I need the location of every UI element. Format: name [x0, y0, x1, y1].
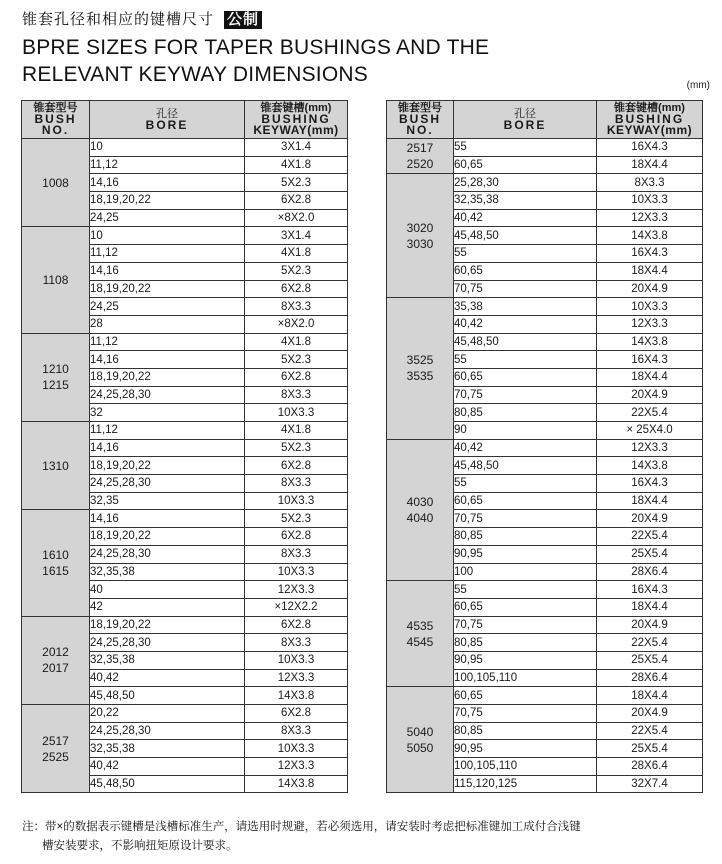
- bore-cell: 90,95: [454, 545, 597, 563]
- bore-cell: 11,12: [90, 156, 245, 174]
- footnote: [22, 818, 702, 856]
- bore-cell: 18,19,20,22: [90, 280, 245, 298]
- keyway-cell: 6X2.8: [245, 280, 348, 298]
- bore-cell: 40,42: [90, 669, 245, 687]
- bush-number: 2017: [42, 661, 69, 676]
- table-row: [22, 510, 348, 528]
- bore-cell: 40,42: [454, 439, 597, 457]
- header-keyway: [597, 101, 703, 139]
- footnote-line2: 槽安装要求，不影响扭矩原设计要求。: [42, 840, 238, 852]
- bush-number-cell: [387, 174, 454, 298]
- bore-cell: 14,16: [90, 351, 245, 369]
- keyway-cell: 5X2.3: [245, 174, 348, 192]
- header-bore-cn: 孔径: [514, 107, 536, 120]
- header-bore: [90, 101, 245, 139]
- table-row: [387, 139, 703, 157]
- header-keyway-en2: KEYWAY(mm): [606, 123, 693, 137]
- bore-cell: 18,19,20,22: [90, 616, 245, 634]
- bush-number: 3535: [406, 369, 434, 384]
- bore-cell: 32: [90, 404, 245, 422]
- bore-cell: 18,19,20,22: [90, 192, 245, 210]
- bush-number: 2525: [42, 749, 69, 764]
- keyway-cell: × 25X4.0: [597, 422, 703, 440]
- header-bore: [454, 101, 597, 139]
- header-bore-cn: 孔径: [156, 107, 178, 120]
- table-row: [387, 174, 703, 192]
- keyway-cell: 18X4.4: [597, 156, 703, 174]
- keyway-cell: 22X5.4: [597, 404, 703, 422]
- bush-number-cell: [22, 705, 90, 793]
- keyway-cell: 22X5.4: [597, 722, 703, 740]
- header-bush: [387, 101, 454, 139]
- bore-cell: 80,85: [454, 528, 597, 546]
- table-row: [387, 439, 703, 457]
- keyway-cell: 4X1.8: [245, 333, 348, 351]
- keyway-cell: 25X5.4: [597, 651, 703, 669]
- header-keyway: [245, 101, 348, 139]
- table-row: [22, 139, 348, 157]
- bore-cell: 60,65: [454, 687, 597, 705]
- bore-cell: 32,35: [90, 492, 245, 510]
- header-keyway-cn: 锥套键槽(mm): [614, 102, 685, 114]
- bush-number: 2520: [406, 157, 434, 172]
- bush-number: 1215: [42, 378, 69, 393]
- unit-label: (mm): [686, 80, 710, 91]
- bore-cell: 24,25,28,30: [90, 545, 245, 563]
- header-bush-cn: 锥套型号: [33, 102, 78, 114]
- title-cn-text: 锥套孔径和相应的键槽尺寸: [22, 11, 215, 28]
- bore-cell: 32,35,38: [454, 192, 597, 210]
- keyway-cell: 25X5.4: [597, 545, 703, 563]
- keyway-cell: 8X3.3: [245, 475, 348, 493]
- bush-number-cell: [22, 510, 90, 616]
- bore-cell: 70,75: [454, 616, 597, 634]
- bore-cell: 40,42: [454, 315, 597, 333]
- left-spec-table: [21, 100, 348, 793]
- table-row: [22, 227, 348, 245]
- bore-cell: 18,19,20,22: [90, 457, 245, 475]
- header-bush-en2: NO.: [41, 123, 70, 137]
- left-table-body: [22, 139, 348, 793]
- keyway-cell: 5X2.3: [245, 510, 348, 528]
- title-en-line1: BPRE SIZES FOR TAPER BUSHINGS AND THE: [22, 36, 490, 59]
- keyway-cell: 10X3.3: [245, 492, 348, 510]
- bore-cell: 18,19,20,22: [90, 528, 245, 546]
- keyway-cell: 32X7.4: [597, 775, 703, 793]
- bore-cell: 45,48,50: [90, 687, 245, 705]
- bore-cell: 45,48,50: [454, 457, 597, 475]
- bush-number: 5040: [406, 724, 434, 739]
- bore-cell: 24,25,28,30: [90, 722, 245, 740]
- bore-cell: 55: [454, 245, 597, 263]
- keyway-cell: 14X3.8: [597, 333, 703, 351]
- bore-cell: 24,25: [90, 298, 245, 316]
- metric-badge: 公制: [224, 11, 262, 29]
- bush-number-cell: [387, 687, 454, 793]
- keyway-cell: 28X6.4: [597, 563, 703, 581]
- bore-cell: 14,16: [90, 510, 245, 528]
- bore-cell: 18,19,20,22: [90, 368, 245, 386]
- keyway-cell: 4X1.8: [245, 245, 348, 263]
- bush-number-cell: [387, 298, 454, 440]
- bore-cell: 35,38: [454, 298, 597, 316]
- bore-cell: 24,25,28,30: [90, 386, 245, 404]
- table-row: [22, 705, 348, 723]
- bore-cell: 40: [90, 581, 245, 599]
- bore-cell: 24,25,28,30: [90, 475, 245, 493]
- header-bore-en: BORE: [503, 117, 547, 132]
- table-row: [387, 687, 703, 705]
- bore-cell: 40,42: [90, 758, 245, 776]
- header-bush-cn: 锥套型号: [398, 102, 442, 114]
- keyway-cell: 5X2.3: [245, 439, 348, 457]
- bore-cell: 14,16: [90, 174, 245, 192]
- header-bore-en: BORE: [145, 117, 189, 132]
- bore-cell: 90,95: [454, 651, 597, 669]
- bush-number-cell: [22, 227, 90, 333]
- bore-cell: 11,12: [90, 422, 245, 440]
- keyway-cell: 16X4.3: [597, 245, 703, 263]
- keyway-cell: 10X3.3: [245, 651, 348, 669]
- keyway-cell: 14X3.8: [245, 687, 348, 705]
- table-row: [22, 333, 348, 351]
- bore-cell: 45,48,50: [454, 227, 597, 245]
- keyway-cell: 6X2.8: [245, 705, 348, 723]
- table-row: [22, 616, 348, 634]
- keyway-cell: 4X1.8: [245, 156, 348, 174]
- bore-cell: 55: [454, 475, 597, 493]
- bush-number: 1615: [42, 564, 69, 578]
- bore-cell: 24,25: [90, 209, 245, 227]
- bush-number: 1008: [42, 175, 69, 190]
- keyway-cell: 28X6.4: [597, 669, 703, 687]
- bush-number-cell: [387, 139, 454, 174]
- bush-number: 1610: [42, 548, 69, 562]
- bush-number-cell: [22, 422, 90, 510]
- keyway-cell: 18X4.4: [597, 492, 703, 510]
- bore-cell: 25,28,30: [454, 174, 597, 192]
- keyway-cell: 6X2.8: [245, 192, 348, 210]
- bore-cell: 70,75: [454, 510, 597, 528]
- keyway-cell: 6X2.8: [245, 528, 348, 546]
- bush-number-cell: [387, 581, 454, 687]
- bore-cell: 28: [90, 315, 245, 333]
- bore-cell: 90,95: [454, 740, 597, 758]
- table-row: [22, 422, 348, 440]
- right-table-body: [387, 139, 703, 793]
- bore-cell: 42: [90, 598, 245, 616]
- bore-cell: 100,105,110: [454, 758, 597, 776]
- bore-cell: 60,65: [454, 156, 597, 174]
- keyway-cell: 18X4.4: [597, 368, 703, 386]
- keyway-cell: 10X3.3: [245, 740, 348, 758]
- bore-cell: 80,85: [454, 634, 597, 652]
- keyway-cell: 18X4.4: [597, 687, 703, 705]
- bush-number: 2517: [406, 141, 434, 156]
- keyway-cell: 14X3.8: [597, 227, 703, 245]
- bush-number: 2012: [42, 645, 69, 660]
- bush-number-cell: [387, 439, 454, 581]
- keyway-cell: 20X4.9: [597, 386, 703, 404]
- header-row: [387, 101, 703, 139]
- bore-cell: 60,65: [454, 492, 597, 510]
- keyway-cell: 16X4.3: [597, 139, 703, 157]
- header-bush-en1: BUSH: [398, 112, 441, 126]
- bore-cell: 45,48,50: [90, 775, 245, 793]
- bore-cell: 40,42: [454, 209, 597, 227]
- bore-cell: 32,35,38: [90, 740, 245, 758]
- keyway-cell: 12X3.3: [597, 315, 703, 333]
- table-row: [387, 581, 703, 599]
- bore-cell: 20,22: [90, 705, 245, 723]
- keyway-cell: 20X4.9: [597, 280, 703, 298]
- keyway-cell: 10X3.3: [597, 192, 703, 210]
- bush-number: 3525: [406, 353, 434, 368]
- bore-cell: 60,65: [454, 598, 597, 616]
- keyway-cell: 20X4.9: [597, 705, 703, 723]
- bore-cell: 32,35,38: [90, 563, 245, 581]
- bore-cell: 70,75: [454, 280, 597, 298]
- bore-cell: 14,16: [90, 439, 245, 457]
- bush-number: 1210: [42, 362, 69, 377]
- bore-cell: 10: [90, 227, 245, 245]
- keyway-cell: 4X1.8: [245, 422, 348, 440]
- keyway-cell: 6X2.8: [245, 616, 348, 634]
- title-en-line2: RELEVANT KEYWAY DIMENSIONS: [22, 63, 368, 86]
- bore-cell: 100,105,110: [454, 669, 597, 687]
- keyway-cell: 16X4.3: [597, 581, 703, 599]
- keyway-cell: ×8X2.0: [245, 209, 348, 227]
- bore-cell: 32,35,38: [90, 651, 245, 669]
- bore-cell: 10: [90, 139, 245, 157]
- header-bush-en2: NO.: [406, 123, 434, 137]
- keyway-cell: 14X3.8: [597, 457, 703, 475]
- keyway-cell: 12X3.3: [597, 439, 703, 457]
- keyway-cell: 22X5.4: [597, 528, 703, 546]
- right-spec-table: [386, 100, 703, 793]
- keyway-cell: 20X4.9: [597, 510, 703, 528]
- header-keyway-en1: BUSHING: [614, 112, 685, 126]
- keyway-cell: 10X3.3: [597, 298, 703, 316]
- bush-number: 2517: [42, 733, 69, 748]
- keyway-cell: 12X3.3: [245, 669, 348, 687]
- bore-cell: 60,65: [454, 262, 597, 280]
- bush-number-cell: [22, 616, 90, 704]
- keyway-cell: 8X3.3: [245, 298, 348, 316]
- keyway-cell: ×12X2.2: [245, 598, 348, 616]
- page-title-cn: [22, 8, 262, 29]
- keyway-cell: 10X3.3: [245, 404, 348, 422]
- bush-number: 4040: [406, 510, 434, 525]
- keyway-cell: 20X4.9: [597, 616, 703, 634]
- bore-cell: 55: [454, 351, 597, 369]
- keyway-cell: 12X3.3: [245, 758, 348, 776]
- bore-cell: 80,85: [454, 404, 597, 422]
- keyway-cell: 18X4.4: [597, 598, 703, 616]
- header-keyway-cn: 锥套键槽(mm): [260, 102, 332, 114]
- bore-cell: 115,120,125: [454, 775, 597, 793]
- header-keyway-en1: BUSHING: [261, 112, 331, 126]
- bore-cell: 60,65: [454, 368, 597, 386]
- keyway-cell: 12X3.3: [597, 209, 703, 227]
- bush-number: 4030: [406, 494, 434, 509]
- bore-cell: 11,12: [90, 245, 245, 263]
- keyway-cell: 8X3.3: [245, 386, 348, 404]
- bush-number: 1108: [42, 273, 69, 287]
- bore-cell: 24,25,28,30: [90, 634, 245, 652]
- bore-cell: 55: [454, 139, 597, 157]
- keyway-cell: 8X3.3: [597, 174, 703, 192]
- bush-number: 5050: [406, 740, 434, 755]
- bore-cell: 55: [454, 581, 597, 599]
- bore-cell: 80,85: [454, 722, 597, 740]
- keyway-cell: 5X2.3: [245, 262, 348, 280]
- footnote-line1: 注：带×的数据表示键槽是浅槽标准生产，请选用时规避，若必须选用，请安装时考虑把标准键加工成付合浅键: [22, 821, 581, 833]
- keyway-cell: 6X2.8: [245, 368, 348, 386]
- page-title-en: [22, 34, 489, 88]
- header-row: [22, 101, 348, 139]
- keyway-cell: 14X3.8: [245, 775, 348, 793]
- header-keyway-en2: KEYWAY(mm): [253, 123, 339, 137]
- bore-cell: 70,75: [454, 705, 597, 723]
- keyway-cell: 3X1.4: [245, 227, 348, 245]
- keyway-cell: 8X3.3: [245, 722, 348, 740]
- header-bush: [22, 101, 90, 139]
- bore-cell: 70,75: [454, 386, 597, 404]
- bush-number: 1310: [42, 458, 69, 473]
- keyway-cell: 6X2.8: [245, 457, 348, 475]
- keyway-cell: 28X6.4: [597, 758, 703, 776]
- keyway-cell: 3X1.4: [245, 139, 348, 157]
- bush-number: 3030: [406, 236, 434, 251]
- bush-number: 4535: [406, 618, 434, 633]
- keyway-cell: 25X5.4: [597, 740, 703, 758]
- header-bush-en1: BUSH: [34, 112, 77, 126]
- bush-number: 3020: [406, 220, 434, 235]
- bore-cell: 90: [454, 422, 597, 440]
- keyway-cell: ×8X2.0: [245, 315, 348, 333]
- keyway-cell: 8X3.3: [245, 634, 348, 652]
- keyway-cell: 16X4.3: [597, 475, 703, 493]
- bore-cell: 11,12: [90, 333, 245, 351]
- keyway-cell: 12X3.3: [245, 581, 348, 599]
- bore-cell: 14,16: [90, 262, 245, 280]
- keyway-cell: 16X4.3: [597, 351, 703, 369]
- keyway-cell: 18X4.4: [597, 262, 703, 280]
- keyway-cell: 10X3.3: [245, 563, 348, 581]
- bore-cell: 100: [454, 563, 597, 581]
- bush-number-cell: [22, 333, 90, 421]
- keyway-cell: 5X2.3: [245, 351, 348, 369]
- table-row: [387, 298, 703, 316]
- bore-cell: 45,48,50: [454, 333, 597, 351]
- keyway-cell: 22X5.4: [597, 634, 703, 652]
- bush-number: 4545: [406, 634, 434, 649]
- bush-number-cell: [22, 139, 90, 227]
- keyway-cell: 8X3.3: [245, 545, 348, 563]
